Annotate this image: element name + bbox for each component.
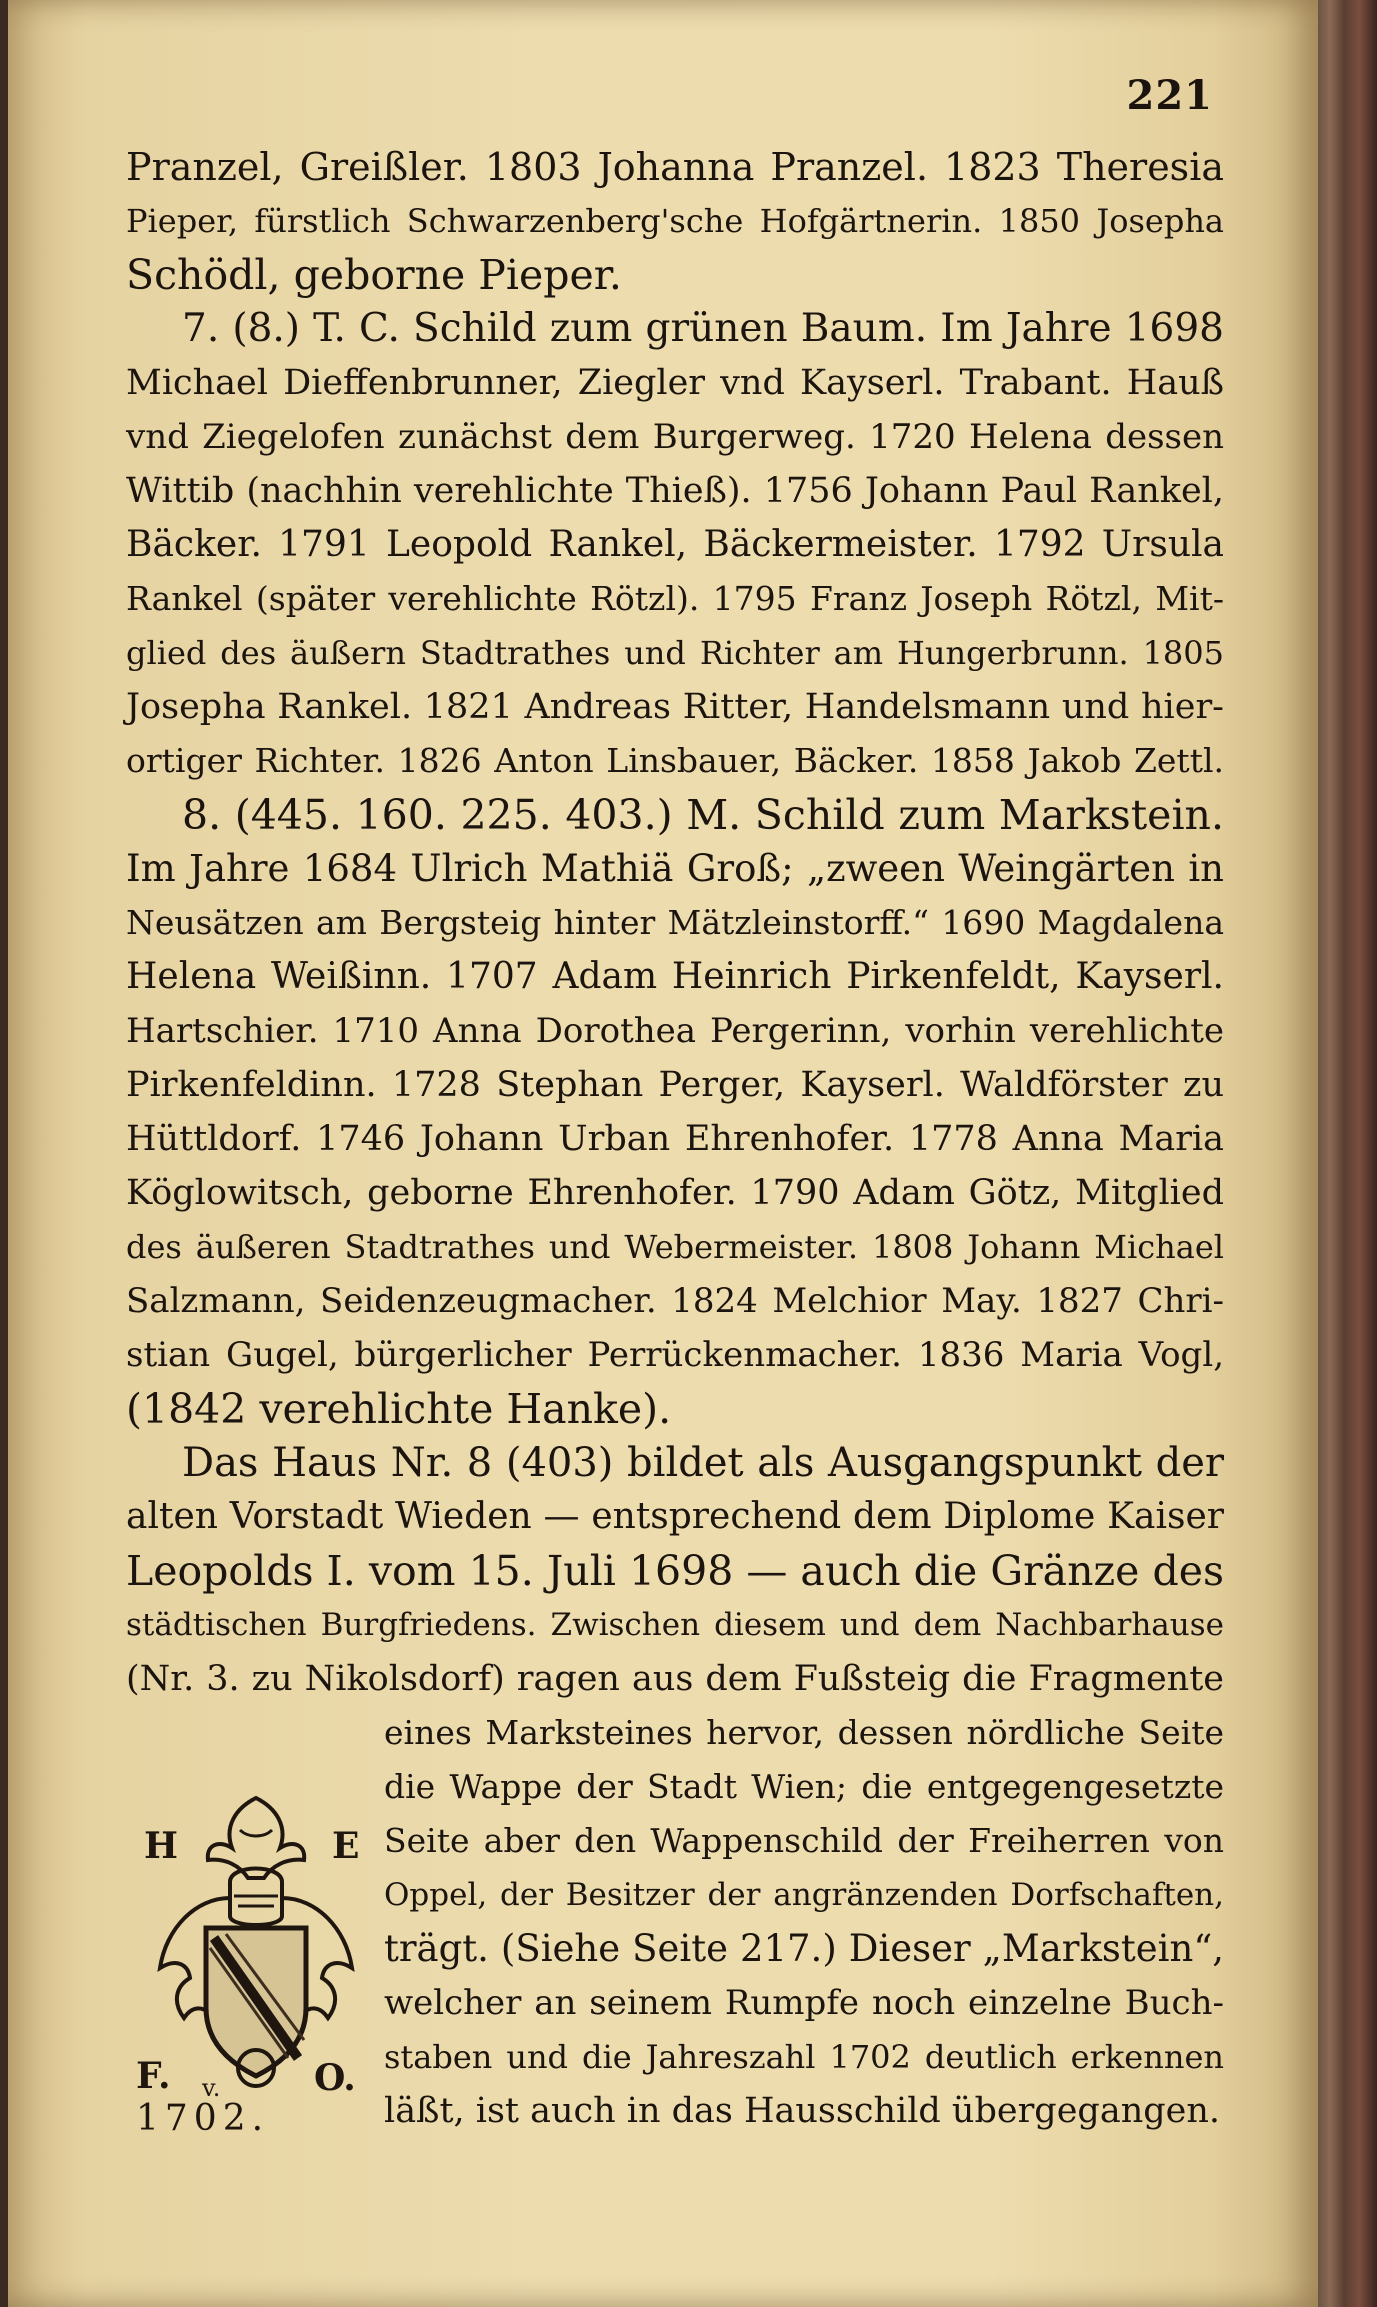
text-line: 8. (445. 160. 225. 403.) M. Schild zum Markstein. [182, 791, 1224, 839]
emblem-letter-o: O. [314, 2057, 356, 2099]
text-line: die Wappe der Stadt Wien; die entgegengesetzte [384, 1767, 1224, 1806]
text-line: eines Marksteines hervor, dessen nördliche Seite [384, 1713, 1224, 1752]
book-binding-edge [1318, 0, 1377, 2307]
text-line: welcher an seinem Rumpfe noch einzelne Buch- [384, 1983, 1224, 2023]
text-line: Pirkenfeldinn. 1728 Stephan Perger, Kayserl. Waldförster zu [126, 1065, 1224, 1105]
emblem-letter-v: v. [202, 2074, 221, 2102]
text-line: (1842 verehlichte Hanke). [126, 1385, 672, 1433]
text-line: Salzmann, Seidenzeugmacher. 1824 Melchior May. 1827 Chri- [126, 1281, 1224, 1321]
text-line: (Nr. 3. zu Nikolsdorf) ragen aus dem Fußsteig die Fragmente [126, 1659, 1224, 1699]
text-line: ortiger Richter. 1826 Anton Linsbauer, Bäcker. 1858 Jakob Zettl. [126, 741, 1224, 780]
text-line: Oppel, der Besitzer der angränzenden Dorfschaften, [384, 1877, 1224, 1913]
text-line: 7. (8.) T. C. Schild zum grünen Baum. Im Jahre 1698 [182, 306, 1224, 351]
page-number: 221 [1126, 72, 1213, 119]
emblem-letter-h: H [144, 1825, 179, 1867]
emblem-year: 1702. [136, 2098, 270, 2139]
text-line: Neusätzen am Bergsteig hinter Mätzleinstorff.“ 1690 Magdalena [126, 903, 1224, 942]
text-line: Rankel (später verehlichte Rötzl). 1795 Franz Joseph Rötzl, Mit- [126, 579, 1224, 618]
text-line: Seite aber den Wappenschild der Freiherren von [384, 1821, 1224, 1860]
markstein-coat-of-arms-illustration [136, 1778, 376, 2148]
text-line: Pranzel, Greißler. 1803 Johanna Pranzel. 1823 Theresia [126, 145, 1224, 189]
paper-page [8, 0, 1318, 2307]
text-line: Bäcker. 1791 Leopold Rankel, Bäckermeister. 1792 Ursula [126, 524, 1224, 565]
emblem-letter-e: E [332, 1825, 360, 1867]
text-line: Josepha Rankel. 1821 Andreas Ritter, Handelsmann und hier- [126, 687, 1224, 727]
text-line: Das Haus Nr. 8 (403) bildet als Ausgangspunkt der [182, 1440, 1224, 1486]
text-line: staben und die Jahreszahl 1702 deutlich erkennen [384, 2038, 1224, 2076]
text-line: des äußeren Stadtrathes und Webermeister. 1808 Johann Michael [126, 1228, 1224, 1266]
text-line: Michael Dieffenbrunner, Ziegler vnd Kayserl. Trabant. Hauß [126, 363, 1224, 403]
emblem-letter-f: F. [136, 2055, 171, 2097]
text-line: vnd Ziegelofen zunächst dem Burgerweg. 1720 Helena dessen [126, 417, 1224, 457]
text-line: Helena Weißinn. 1707 Adam Heinrich Pirkenfeldt, Kayserl. [126, 956, 1224, 997]
text-line: trägt. (Siehe Seite 217.) Dieser „Markstein“, [384, 1927, 1224, 1970]
text-line: Leopolds I. vom 15. Juli 1698 — auch die Gränze des [126, 1547, 1224, 1595]
text-line: Hüttldorf. 1746 Johann Urban Ehrenhofer. 1778 Anna Maria [126, 1119, 1224, 1159]
text-line: Wittib (nachhin verehlichte Thieß). 1756 Johann Paul Rankel, [126, 471, 1224, 511]
text-line: Pieper, fürstlich Schwarzenberg'sche Hofgärtnerin. 1850 Josepha [126, 202, 1224, 240]
text-line: Im Jahre 1684 Ulrich Mathiä Groß; „zween Weingärten in [126, 847, 1224, 890]
text-line: Hartschier. 1710 Anna Dorothea Pergerinn, vorhin verehlichte [126, 1011, 1224, 1051]
text-line: läßt, ist auch in das Hausschild übergegangen. [384, 2091, 1221, 2131]
text-line: glied des äußern Stadtrathes und Richter am Hungerbrunn. 1805 [126, 634, 1224, 672]
text-line: Schödl, geborne Pieper. [126, 251, 622, 299]
text-line: stian Gugel, bürgerlicher Perrückenmacher. 1836 Maria Vogl, [126, 1335, 1224, 1375]
text-line: städtischen Burgfriedens. Zwischen diesem und dem Nachbarhause [126, 1607, 1224, 1643]
text-line: alten Vorstadt Wieden — entsprechend dem Diplome Kaiser [126, 1496, 1224, 1537]
text-line: Köglowitsch, geborne Ehrenhofer. 1790 Adam Götz, Mitglied [126, 1173, 1224, 1213]
